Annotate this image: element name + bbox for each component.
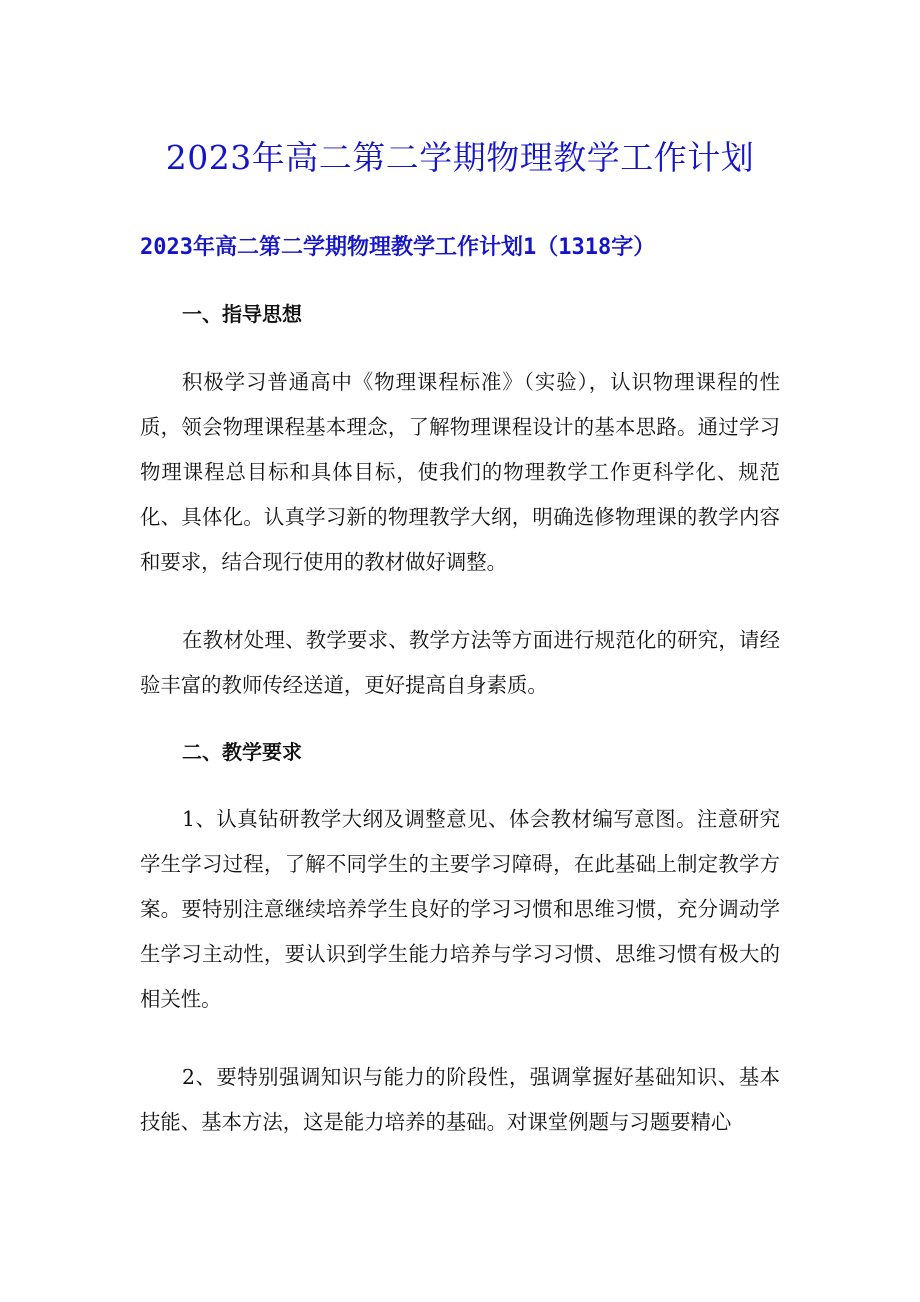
paragraph: 1、认真钻研教学大纲及调整意见、体会教材编写意图。注意研究学生学习过程，了解不同学生的主要学习障碍，在此基础上制定教学方案。要特别注意继续培养学生良好的学习习惯和思维习惯，充分调动学生学习主动性，要认识到学生能力培养与学习习惯、思维习惯有极大的相关性。	[140, 807, 780, 1011]
paragraph: 2、要特别强调知识与能力的阶段性，强调掌握好基础知识、基本技能、基本方法，这是能力培养的基础。对课堂例题与习题要精心	[140, 1065, 780, 1134]
paragraph: 积极学习普通高中《物理课程标准》（实验），认识物理课程的性质，领会物理课程基本理念，了解物理课程设计的基本思路。通过学习物理课程总目标和具体目标，使我们的物理教学工作更科学化、规范化、具体化。认真学习新的物理教学大纲，明确选修物理课的教学内容和要求，结合现行使用的教材做好调整。	[140, 370, 780, 574]
document-title: 2023年高二第二学期物理教学工作计划	[165, 138, 755, 177]
document-subtitle: 2023年高二第二学期物理教学工作计划1（1318字）	[140, 235, 656, 260]
paragraph: 在教材处理、教学要求、教学方法等方面进行规范化的研究，请经验丰富的教师传经送道，更好提高自身素质。	[140, 628, 780, 697]
section-heading-teaching-requirements: 二、教学要求	[182, 740, 302, 764]
section-heading-guiding-ideology: 一、指导思想	[182, 302, 302, 326]
